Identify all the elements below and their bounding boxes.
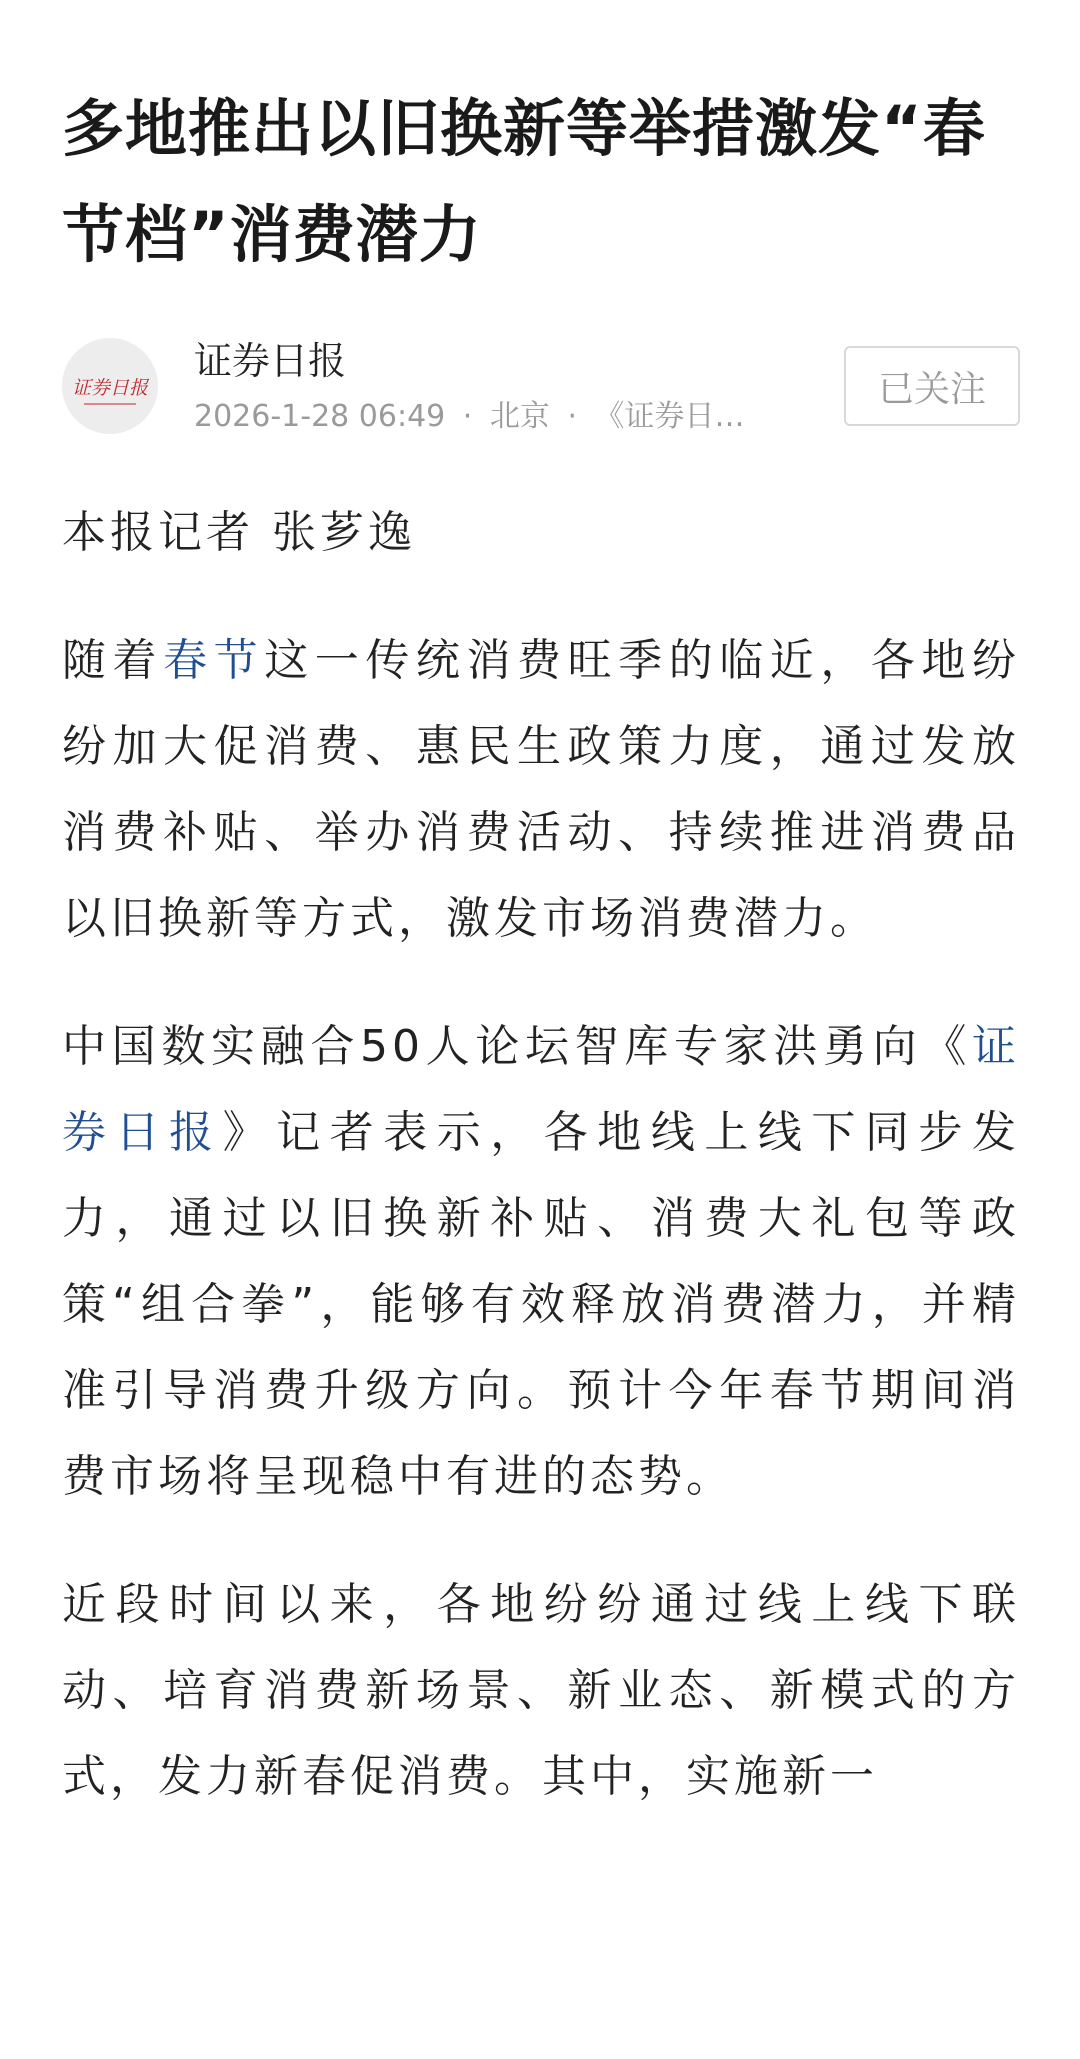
article-body: [62, 490, 1020, 1820]
article-meta: [194, 398, 745, 436]
paragraph-text: 随着: [62, 635, 164, 686]
paragraph-text: 这一传统消费旺季的临近，各地纷纷加大促消费、惠民生政策力度，通过发放消费补贴、举办消费活动、持续推进消费品以旧换新等方式，激发市场消费潜力。: [62, 635, 1021, 944]
reporter-byline: 本报记者 张芗逸: [62, 507, 416, 558]
publication-name: 《证券日…: [594, 399, 745, 434]
article-title: 多地推出以旧换新等举措激发“春节档”消费潜力: [62, 92, 986, 271]
author-bar: [62, 338, 1020, 438]
meta-separator: ·: [567, 399, 577, 434]
source-avatar[interactable]: [62, 338, 158, 434]
meta-separator: ·: [462, 399, 473, 434]
publish-date: 2026-1-28 06:49: [194, 399, 446, 434]
paragraph: [62, 618, 1020, 962]
article: [62, 0, 1020, 1862]
paragraph-text: 》记者表示，各地线上线下同步发力，通过以旧换新补贴、消费大礼包等政策“组合拳”，能够有效释放消费潜力，并精准引导消费升级方向。预计今年春节期间消费市场将呈现稳中有进的态势。: [62, 1107, 1021, 1502]
paragraph: [62, 1004, 1020, 1520]
source-name[interactable]: 证券日报: [194, 339, 347, 383]
svg-text:证券日报: 证券日报: [71, 377, 149, 399]
follow-button[interactable]: 已关注: [844, 346, 1020, 426]
paragraph-text: 中国数实融合50人论坛智库专家洪勇向《: [62, 1021, 972, 1072]
newspaper-logo-icon: [62, 338, 158, 434]
publish-location: 北京: [489, 399, 550, 434]
keyword-link-spring-festival[interactable]: 春节: [163, 635, 265, 686]
paragraph: 近段时间以来，各地纷纷通过线上线下联动、培育消费新场景、新业态、新模式的方式，发力新春促消费。其中，实施新一: [62, 1579, 1020, 1802]
keyword-link-securities-daily[interactable]: 证券日报: [62, 1021, 1020, 1158]
